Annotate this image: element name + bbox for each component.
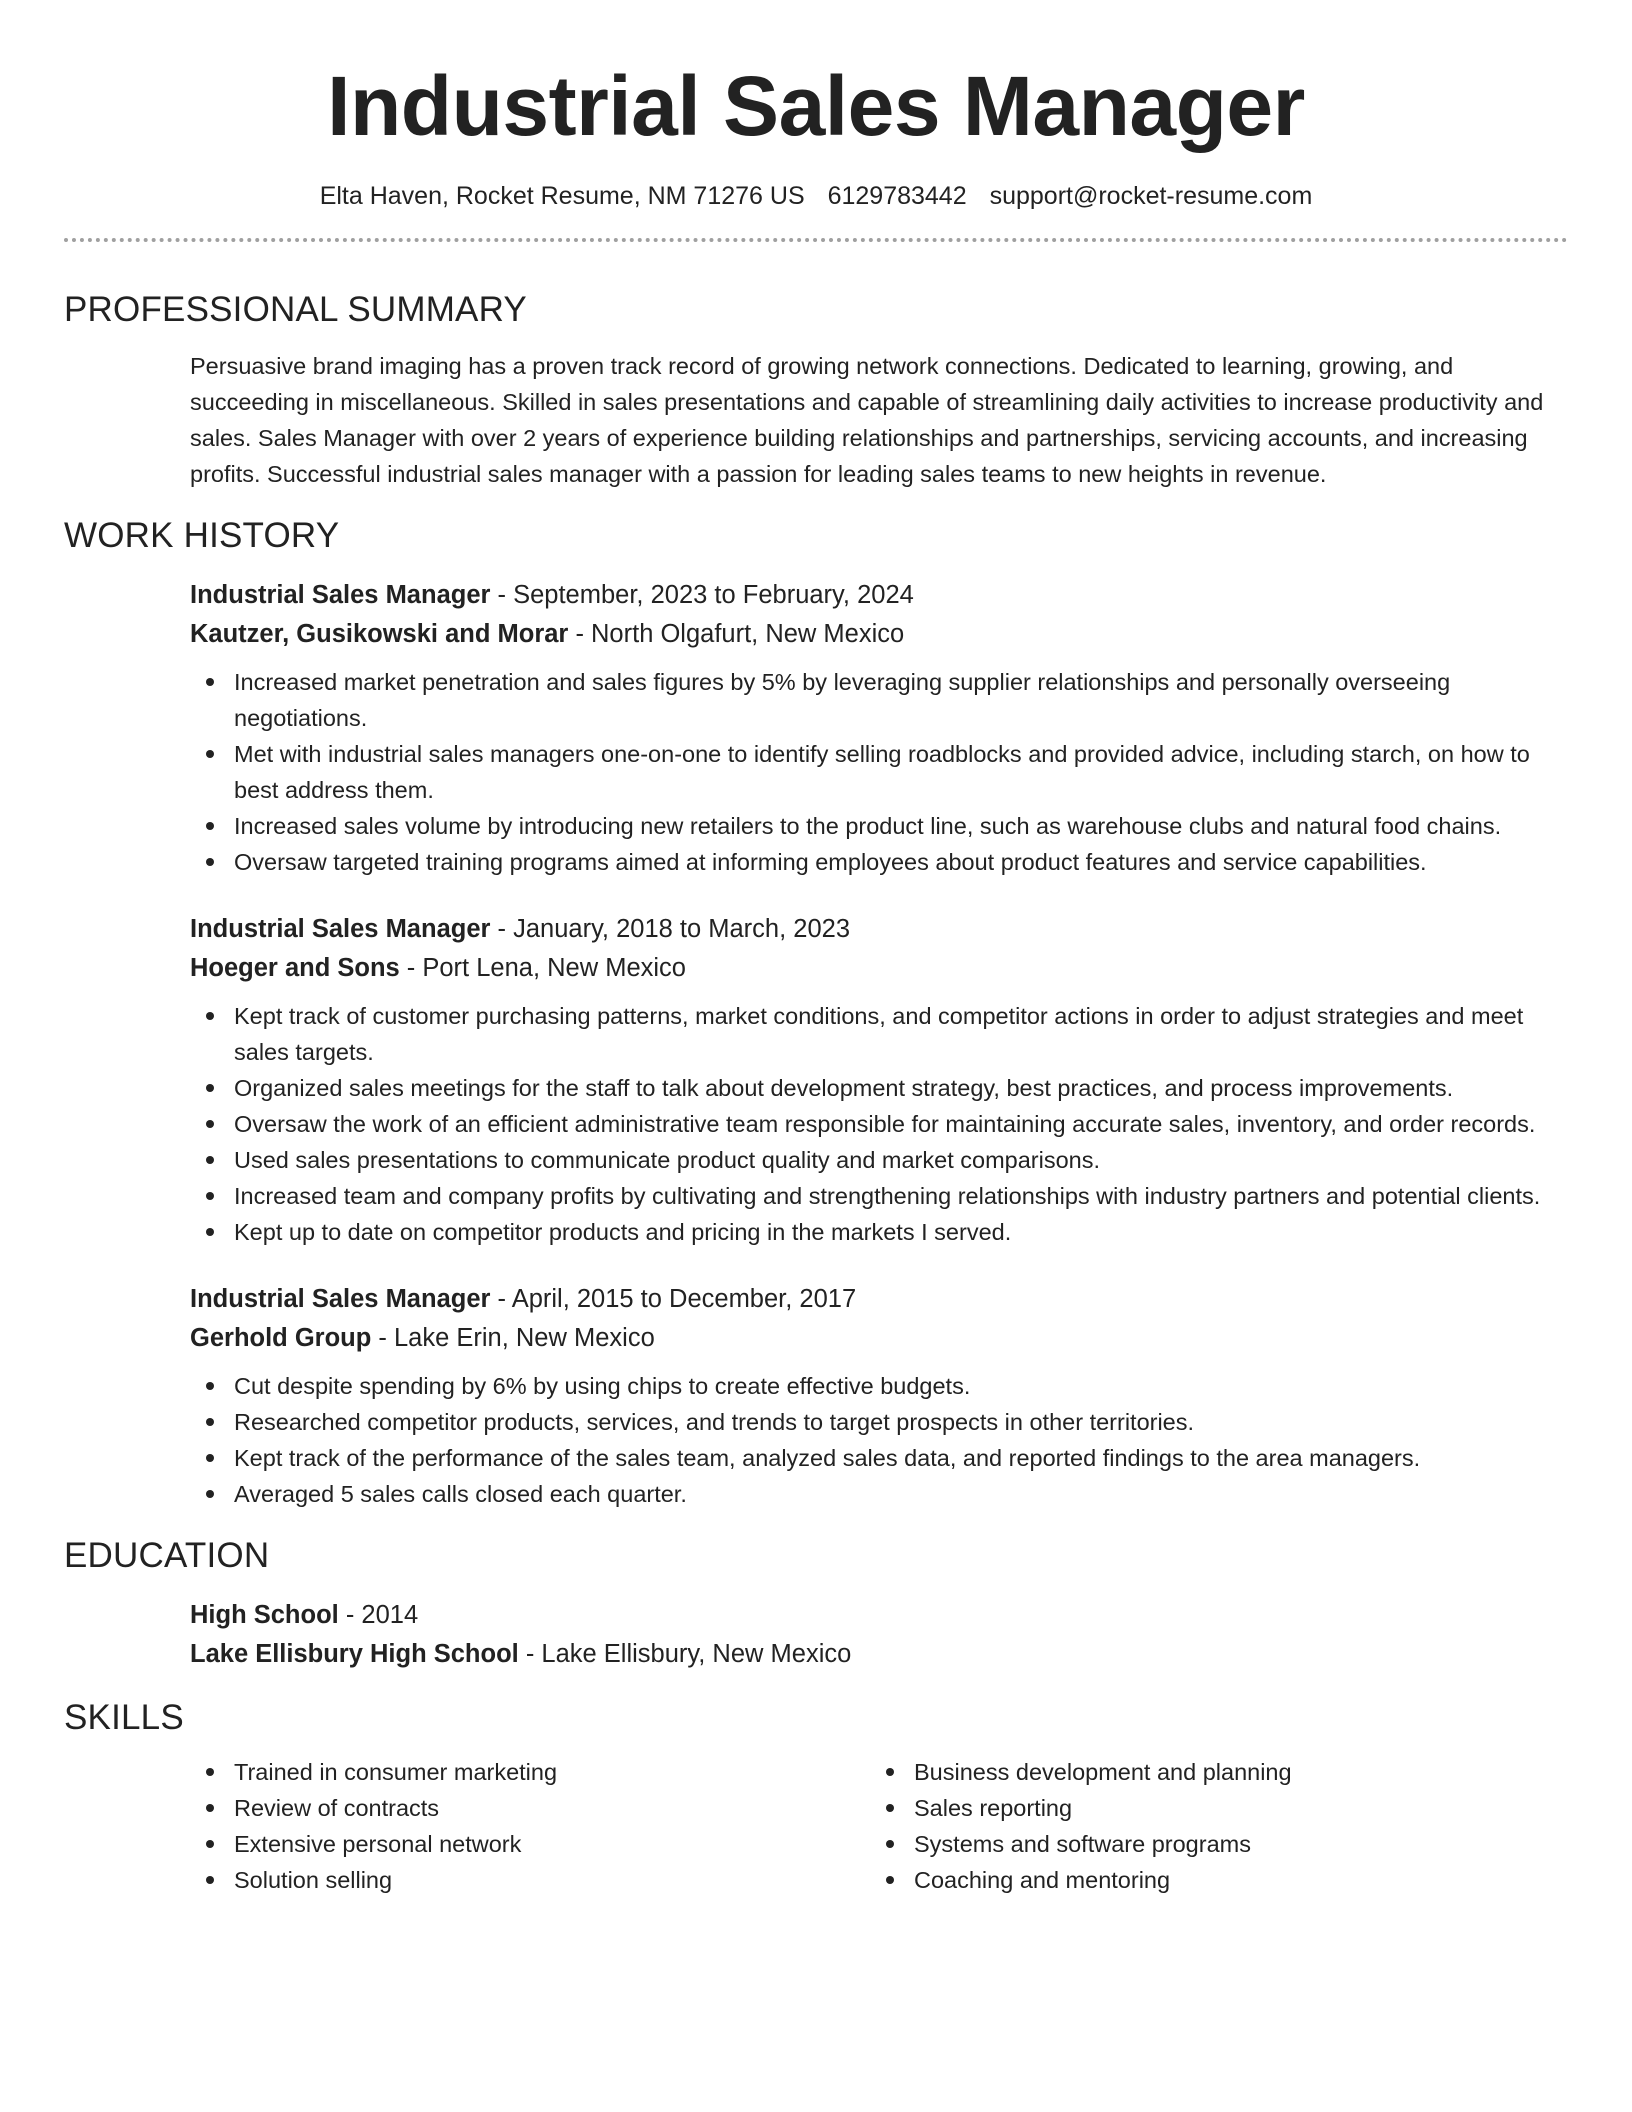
job-entry [190,1280,1560,1512]
skills-grid [190,1754,1560,1898]
job-company: Kautzer, Gusikowski and Morar [190,620,569,648]
job-entry [190,576,1560,880]
summary-text: Persuasive brand imaging has a proven track record of growing network connections. Dedicated to learning, growing, and succeeding in miscellaneous. Skilled in sales presentations and capable of streamlining daily activities to increase productivity and sales. Sales Manager with over 2 years of experience building relationships and partnerships, servicing accounts, and increasing profits. Successful industrial sales manager with a passion for leading sales teams to new heights in revenue. [190,353,1544,487]
job-title-line [190,1280,1560,1319]
skill-item: Solution selling [234,1862,870,1898]
skill-item: Sales reporting [914,1790,1550,1826]
contact-phone: 6129783442 [827,182,967,210]
job-bullets [190,998,1560,1250]
education-degree: High School [190,1601,339,1629]
job-bullet: Met with industrial sales managers one-on-one to identify selling roadblocks and provided advice, including starch, on how to best address them. [234,736,1560,808]
job-bullet: Oversaw the work of an efficient administrative team responsible for maintaining accurate sales, inventory, and order records. [234,1106,1560,1142]
job-title: Industrial Sales Manager [190,1285,491,1313]
education-entry [190,1596,1560,1674]
job-entry [190,910,1560,1250]
education-heading: EDUCATION [64,1536,270,1575]
work-history-heading: WORK HISTORY [64,516,340,555]
job-bullet: Oversaw targeted training programs aimed at informing employees about product features and service capabilities. [234,844,1560,880]
summary-heading: PROFESSIONAL SUMMARY [64,290,527,329]
skill-item: Business development and planning [914,1754,1550,1790]
job-bullet: Averaged 5 sales calls closed each quarter. [234,1476,1560,1512]
job-location: - North Olgafurt, New Mexico [568,620,905,648]
skills-heading: SKILLS [64,1698,184,1737]
contact-line [64,180,1568,212]
header-divider [64,238,1568,242]
job-bullet: Kept track of the performance of the sales team, analyzed sales data, and reported findings to the area managers. [234,1440,1560,1476]
job-dates: - September, 2023 to February, 2024 [490,581,914,609]
job-title: Industrial Sales Manager [190,581,491,609]
skill-item: Systems and software programs [914,1826,1550,1862]
job-bullet: Cut despite spending by 6% by using chips to create effective budgets. [234,1368,1560,1404]
job-bullet: Increased market penetration and sales figures by 5% by leveraging supplier relationships and personally overseeing negotiations. [234,664,1560,736]
contact-address: Elta Haven, Rocket Resume, NM 71276 US [319,182,805,210]
job-company-line [190,949,1560,988]
job-company: Gerhold Group [190,1324,372,1352]
job-dates: - January, 2018 to March, 2023 [490,915,851,943]
job-bullets [190,664,1560,880]
job-bullet: Increased team and company profits by cultivating and strengthening relationships with industry partners and potential clients. [234,1178,1560,1214]
job-location: - Port Lena, New Mexico [399,954,686,982]
job-company-line [190,1319,1560,1358]
job-location: - Lake Erin, New Mexico [371,1324,655,1352]
education-year: - 2014 [338,1601,419,1629]
skills-list-left [190,1754,870,1898]
resume-page [64,0,1568,1898]
resume-title: Industrial Sales Manager [327,59,1305,153]
education-school: Lake Ellisbury High School [190,1640,519,1668]
contact-email[interactable]: support@rocket-resume.com [989,182,1313,210]
skills-list-right [870,1754,1550,1898]
job-bullet: Kept up to date on competitor products and pricing in the markets I served. [234,1214,1560,1250]
job-title: Industrial Sales Manager [190,915,491,943]
skill-item: Coaching and mentoring [914,1862,1550,1898]
job-dates: - April, 2015 to December, 2017 [490,1285,857,1313]
job-title-line [190,910,1560,949]
job-bullet: Kept track of customer purchasing patterns, market conditions, and competitor actions in order to adjust strategies and meet sales targets. [234,998,1560,1070]
skill-item: Extensive personal network [234,1826,870,1862]
education-school-line [190,1635,1560,1674]
job-bullet: Used sales presentations to communicate product quality and market comparisons. [234,1142,1560,1178]
job-bullet: Organized sales meetings for the staff to talk about development strategy, best practices, and process improvements. [234,1070,1560,1106]
skill-item: Trained in consumer marketing [234,1754,870,1790]
education-degree-line [190,1596,1560,1635]
job-bullet: Researched competitor products, services, and trends to target prospects in other territories. [234,1404,1560,1440]
job-company: Hoeger and Sons [190,954,400,982]
job-title-line [190,576,1560,615]
job-bullet: Increased sales volume by introducing new retailers to the product line, such as warehouse clubs and natural food chains. [234,808,1560,844]
job-company-line [190,615,1560,654]
job-bullets [190,1368,1560,1512]
education-location: - Lake Ellisbury, New Mexico [518,1640,852,1668]
skill-item: Review of contracts [234,1790,870,1826]
